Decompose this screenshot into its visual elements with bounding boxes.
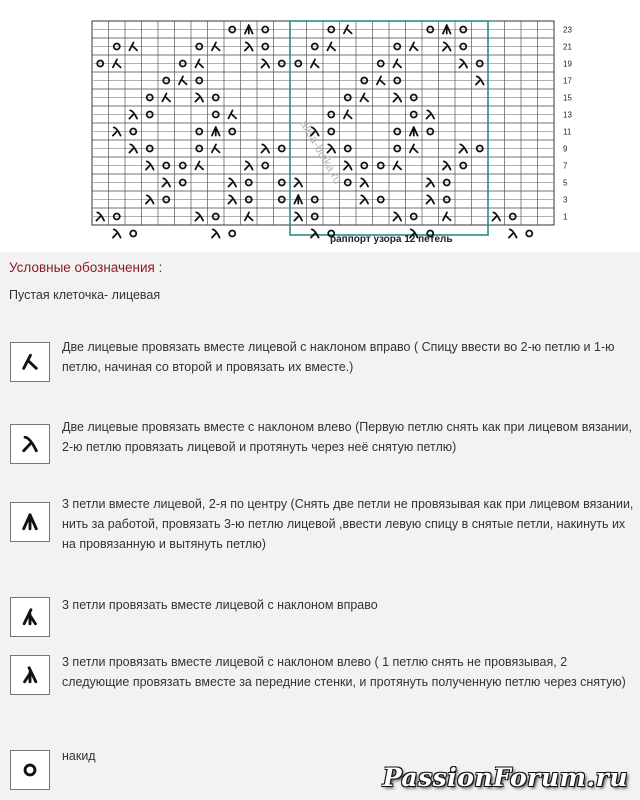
chart-symbol-lam xyxy=(113,229,121,237)
legend-item-text: 3 петли провязать вместе лицевой с наклоном вправо xyxy=(62,598,378,612)
row-number-label: 13 xyxy=(563,110,572,120)
legend-item-text: накид xyxy=(62,749,96,763)
row-number-label: 17 xyxy=(563,76,572,86)
chart-grid xyxy=(0,0,640,252)
knit-two-together-right-icon xyxy=(10,342,50,382)
row-number-label: 23 xyxy=(563,25,572,35)
knitting-chart xyxy=(0,0,640,252)
chart-symbol-lam xyxy=(212,229,220,237)
legend-item-text: Две лицевые провязать вместе лицевой с наклоном вправо ( Спицу ввести во 2-ю петлю и 1-ю петлю, начиная со второй и провязать их вместе.) xyxy=(62,340,615,374)
knit-three-together-right-icon xyxy=(10,597,50,637)
row-number-label: 7 xyxy=(563,161,568,171)
row-number-label: 15 xyxy=(563,93,572,103)
legend-item-text: Две лицевые провязать вместе с наклоном влево (Первую петлю снять как при лицевом вязании, 2-ю петлю провязать лицевой и протянуть через неё снятую петлю) xyxy=(62,420,632,454)
chart-symbol-o xyxy=(130,230,136,236)
row-number-label: 3 xyxy=(563,195,568,205)
centered-double-decrease-icon xyxy=(10,502,50,542)
yarn-over-icon xyxy=(10,750,50,790)
chart-symbol-lam xyxy=(311,229,319,237)
knit-two-together-left-icon xyxy=(10,424,50,464)
chart-symbol-o xyxy=(526,230,532,236)
chart-symbol-lam xyxy=(509,229,517,237)
legend-empty-cell-note: Пустая клеточка- лицевая xyxy=(9,288,161,302)
row-number-label: 19 xyxy=(563,59,572,69)
watermark: alisa-bulka.ru xyxy=(297,117,346,187)
knit-three-together-left-icon xyxy=(10,655,50,695)
row-number-label: 1 xyxy=(563,212,568,222)
legend-panel xyxy=(0,252,640,800)
row-number-label: 9 xyxy=(563,144,568,154)
site-logo: PassionForum.ru xyxy=(382,763,628,792)
legend-item-text: 3 петли провязать вместе лицевой с наклоном влево ( 1 петлю снять не провязывая, 2 следующие провязать вместе за передние стенки, и протянуть полученную петлю через снятую) xyxy=(62,655,626,689)
row-number-label: 21 xyxy=(563,42,572,52)
row-number-label: 11 xyxy=(563,127,572,137)
chart-symbol-o xyxy=(229,230,235,236)
repeat-caption: раппорт узора 12 петель xyxy=(330,234,453,245)
legend-title: Условные обозначения : xyxy=(9,260,163,275)
legend-item-text: 3 петли вместе лицевой, 2-я по центру (Снять две петли не провязывая как при лицевом вязании, нить за работой, провязать 3-ю петлю лицевой ,ввести левую спицу в снятые петли, накинуть их на провязанную и вытянуть петлю) xyxy=(62,497,634,551)
row-number-label: 5 xyxy=(563,178,568,188)
